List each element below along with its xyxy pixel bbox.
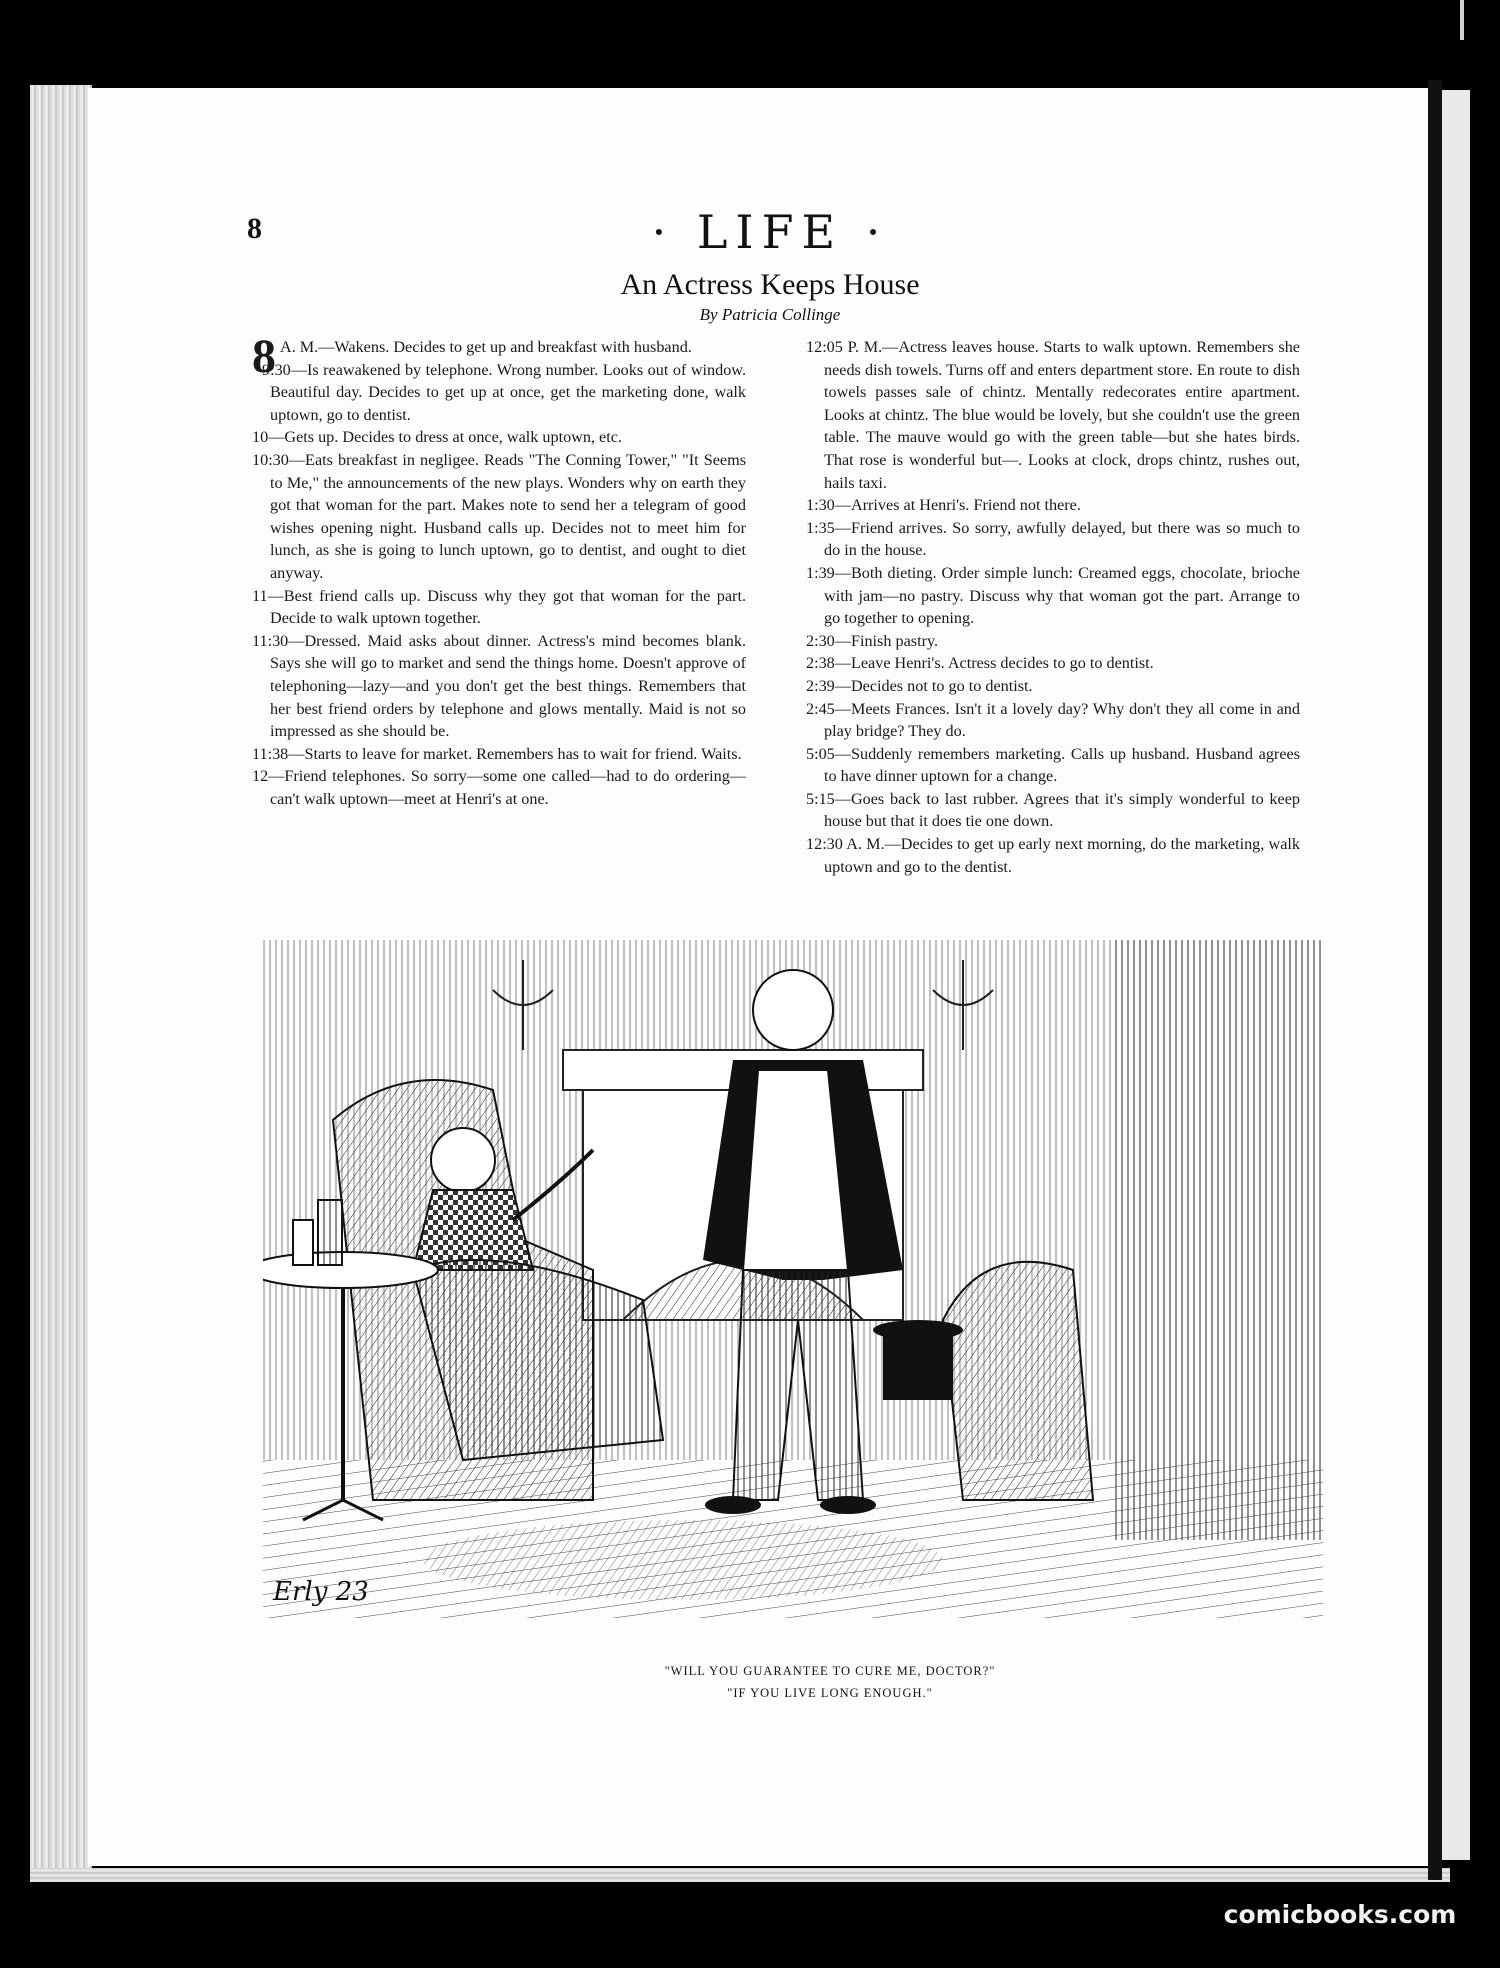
article-entry: 10—Gets up. Decides to dress at once, walk uptown, etc. [252, 428, 622, 447]
site-watermark: comicbooks.com [1223, 1900, 1457, 1929]
book-page-edges [30, 85, 92, 1880]
masthead: · LIFE · [651, 205, 889, 259]
article-entry: 2:39—Decides not to go to dentist. [806, 676, 1033, 695]
article-entry: 12:05 P. M.—Actress leaves house. Starts to walk uptown. Remembers she needs dish towels. Turns off and enters department store. En route to dish towels passes sale of chintz. Mentally redecorates entire apartment. Looks at chintz. The blue would be lovely, but she couldn't use the green table. The mauve would go with the green table—but she hates birds. That rose is wonderful but—. Looks at clock, drops chintz, rushes out, hails taxi. [806, 338, 1300, 492]
cartoon-caption [420, 1660, 1240, 1704]
article-byline: By Patricia Collinge [699, 305, 841, 324]
article-entry: 1:30—Arrives at Henri's. Friend not there. [806, 496, 1081, 515]
article-entry: 11:30—Dressed. Maid asks about dinner. Actress's mind becomes blank. Says she will go to market and send the things home. Doesn't approve of telephoning—lazy—and you don't get the best things. Remembers that her best friend orders by telephone and glows mentally. Maid is not so impressed as she should be. [252, 631, 746, 741]
facing-page-edge [1442, 90, 1470, 1860]
article-entry: 2:30—Finish pastry. [806, 631, 939, 650]
article-entry: 2:38—Leave Henri's. Actress decides to go to dentist. [806, 654, 1154, 673]
article-entry: 9:30—Is reawakened by telephone. Wrong number. Looks out of window. Beautiful day. Decides to get up at once, get the marketing done, walk uptown, go to dentist. [262, 360, 746, 424]
article-entry: 5:05—Suddenly remembers marketing. Calls up husband. Husband agrees to have dinner uptown for a change. [806, 744, 1300, 786]
artist-signature: Erly 23 [273, 1577, 369, 1607]
drop-cap: 8 [252, 330, 276, 383]
article-entry: 12—Friend telephones. So sorry—some one called—had to do ordering—can't walk uptown—meet at Henri's at one. [252, 767, 746, 808]
article-column-right [806, 336, 1300, 878]
caption-line-answer: "IF YOU LIVE LONG ENOUGH." [727, 1686, 933, 1700]
article-title: An Actress Keeps House [620, 268, 920, 301]
article-entry: 2:45—Meets Frances. Isn't it a lovely day? Why don't they all come in and play bridge? They do. [806, 699, 1300, 741]
entry-text: A. M.—Wakens. Decides to get up and breakfast with husband. [280, 338, 692, 356]
cartoon-illustration [263, 940, 1323, 1618]
book-spine [1428, 80, 1442, 1880]
caption-line-question: "WILL YOU GUARANTEE TO CURE ME, DOCTOR?" [664, 1664, 996, 1678]
page-number: 8 [247, 212, 262, 245]
article-entry [252, 330, 746, 383]
article-entry: 11—Best friend calls up. Discuss why they got that woman for the part. Decide to walk uptown together. [252, 586, 746, 628]
article-entry: 1:39—Both dieting. Order simple lunch: Creamed eggs, chocolate, brioche with jam—no pastry. Discuss why that woman got the part. Arrange to go together to opening. [806, 563, 1300, 628]
article-entry: 1:35—Friend arrives. So sorry, awfully delayed, but there was so much to do in the house. [806, 518, 1300, 560]
article-entry: 5:15—Goes back to last rubber. Agrees that it's simply wonderful to keep house but that it does tie one down. [806, 789, 1300, 831]
article-entry: 11:38—Starts to leave for market. Remembers has to wait for friend. Waits. [252, 744, 742, 763]
scan-mark [1460, 0, 1464, 40]
article-entry: 10:30—Eats breakfast in negligee. Reads "The Conning Tower," "It Seems to Me," the announcements of the new plays. Wonders why on earth they got that woman for the part. Makes note to send her a telegram of good wishes opening night. Husband calls up. Decides not to meet him for lunch, as she is going to lunch uptown, go to dentist, and ought to diet anyway. [252, 450, 746, 582]
book-bottom-edges [30, 1868, 1450, 1882]
article-entry: 12:30 A. M.—Decides to get up early next morning, do the marketing, walk uptown and go to the dentist. [806, 835, 1300, 876]
article-column-left [252, 330, 746, 810]
